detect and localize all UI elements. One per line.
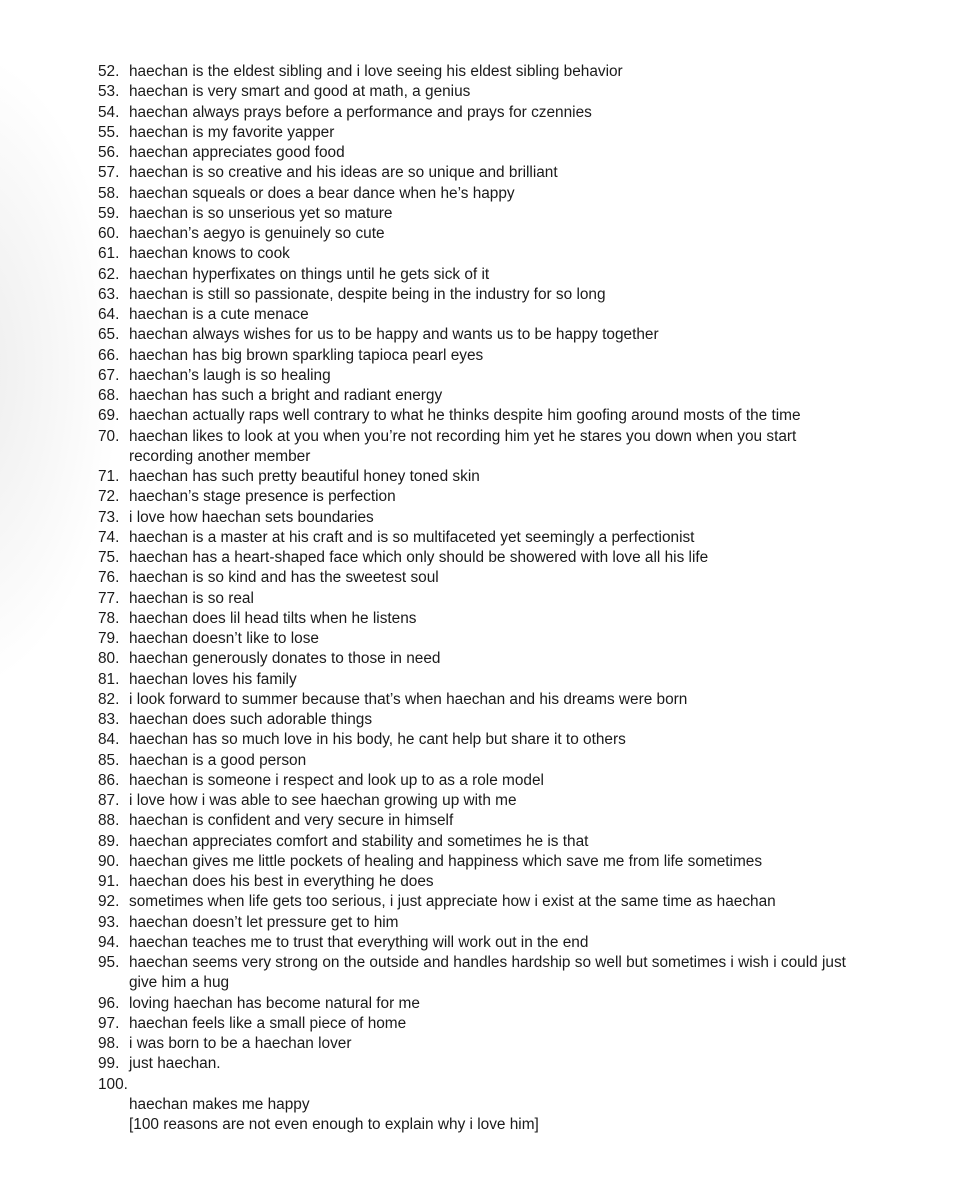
list-item-number: 59. xyxy=(98,204,120,222)
list-item-number: 82. xyxy=(98,690,120,708)
list-item-text: haechan has so much love in his body, he cant help but share it to others xyxy=(129,731,626,749)
list-item-number: 78. xyxy=(98,609,120,627)
list-item-text: haechan squeals or does a bear dance when he’s happy xyxy=(129,184,515,202)
list-item-text: haechan gives me little pockets of healing and happiness which save me from life sometimes xyxy=(129,852,763,870)
list-item-text: i look forward to summer because that’s when haechan and his dreams were born xyxy=(129,690,688,708)
list-item-number: 65. xyxy=(98,326,120,344)
list-item xyxy=(98,548,858,568)
list-item xyxy=(98,913,858,933)
list-item-number: 89. xyxy=(98,832,120,850)
list-item-number: 69. xyxy=(98,407,120,425)
list-item-number: 74. xyxy=(98,528,120,546)
list-item-number: 62. xyxy=(98,265,120,283)
list-item-number: 58. xyxy=(98,184,120,202)
list-item xyxy=(98,649,858,669)
list-item-number: 67. xyxy=(98,366,120,384)
list-item xyxy=(98,568,858,588)
list-item-text: haechan has such pretty beautiful honey toned skin xyxy=(129,468,480,485)
list-item-text: haechan has a heart-shaped face which only should be showered with love all his life xyxy=(129,549,709,566)
list-item-text: haechan is confident and very secure in himself xyxy=(129,812,454,830)
list-item-text: haechan is still so passionate, despite being in the industry for so long xyxy=(129,285,606,303)
list-item-text: haechan is so real xyxy=(129,589,254,607)
list-item-text: haechan is my favorite yapper xyxy=(129,123,335,141)
reasons-list xyxy=(98,62,858,1135)
list-item-text: haechan’s laugh is so healing xyxy=(129,366,331,384)
list-item xyxy=(98,690,858,710)
list-item-text xyxy=(129,1075,858,1095)
list-item xyxy=(98,467,858,487)
list-item-number: 87. xyxy=(98,792,120,809)
list-item-text: haechan is a cute menace xyxy=(129,306,309,323)
list-item-text: haechan does his best in everything he does xyxy=(129,873,434,890)
list-item xyxy=(98,163,858,183)
list-item-number: 56. xyxy=(98,144,120,161)
list-item-text: haechan always prays before a performance and prays for czennies xyxy=(129,103,592,121)
list-item xyxy=(98,710,858,730)
list-item xyxy=(98,285,858,305)
list-item-text: haechan actually raps well contrary to what he thinks despite him goofing around mosts of the time xyxy=(129,407,801,425)
list-item-text: haechan appreciates comfort and stability and sometimes he is that xyxy=(129,832,589,850)
list-item-number: 61. xyxy=(98,245,120,263)
list-item-text: haechan does lil head tilts when he listens xyxy=(129,609,417,627)
list-item xyxy=(98,265,858,285)
list-item xyxy=(98,933,858,953)
list-item xyxy=(98,528,858,548)
list-item-text: haechan is someone i respect and look up to as a role model xyxy=(129,771,544,789)
list-item-number: 85. xyxy=(98,751,120,769)
list-item-text: haechan is so creative and his ideas are so unique and brilliant xyxy=(129,164,558,182)
list-item-number: 71. xyxy=(98,468,120,485)
list-item xyxy=(98,1054,858,1074)
list-item-number: 88. xyxy=(98,812,120,830)
list-item-text: haechan has big brown sparkling tapioca pearl eyes xyxy=(129,346,484,364)
list-item xyxy=(98,730,858,750)
list-item-text: haechan doesn’t like to lose xyxy=(129,630,319,647)
list-item xyxy=(98,832,858,852)
list-item-number: 97. xyxy=(98,1014,120,1032)
list-item xyxy=(98,204,858,224)
list-item-text: haechan doesn’t let pressure get to him xyxy=(129,913,399,931)
list-item-text: haechan’s stage presence is perfection xyxy=(129,488,396,506)
list-item-text: i love how haechan sets boundaries xyxy=(129,508,374,526)
list-item-number: 96. xyxy=(98,994,120,1012)
list-item-text: haechan generously donates to those in need xyxy=(129,650,441,668)
list-item xyxy=(98,406,858,426)
list-item-text: haechan always wishes for us to be happy and wants us to be happy together xyxy=(129,326,659,344)
list-item-text: haechan is so kind and has the sweetest soul xyxy=(129,569,439,587)
list-item xyxy=(98,82,858,102)
list-item-number: 80. xyxy=(98,650,120,668)
list-item xyxy=(98,184,858,204)
list-item-text: haechan knows to cook xyxy=(129,245,290,263)
list-item-number: 86. xyxy=(98,771,120,789)
list-item xyxy=(98,609,858,629)
list-item-number: 66. xyxy=(98,346,120,364)
list-item-text: haechan hyperfixates on things until he gets sick of it xyxy=(129,265,490,283)
list-item-number: 99. xyxy=(98,1055,120,1073)
list-item-number: 100. xyxy=(98,1075,128,1093)
list-item xyxy=(98,224,858,244)
list-item-text: haechan appreciates good food xyxy=(129,144,345,161)
list-item xyxy=(98,325,858,345)
list-item xyxy=(98,123,858,143)
list-item-number: 92. xyxy=(98,893,120,911)
list-item-text: haechan likes to look at you when you’re not recording him yet he stares you down when you start recording another member xyxy=(129,427,797,465)
list-item xyxy=(98,386,858,406)
list-item-text: haechan’s aegyo is genuinely so cute xyxy=(129,225,385,242)
list-item xyxy=(98,892,858,912)
list-item-number: 53. xyxy=(98,83,120,101)
list-item-number: 76. xyxy=(98,569,120,587)
list-item xyxy=(98,366,858,386)
list-item xyxy=(98,791,858,811)
list-item-number: 73. xyxy=(98,508,120,526)
list-item-number: 70. xyxy=(98,427,120,445)
list-item xyxy=(98,62,858,82)
list-item-text: haechan seems very strong on the outside and handles hardship so well but sometimes i wish i could just give him a hug xyxy=(129,954,846,992)
list-item-number: 63. xyxy=(98,285,120,303)
list-item-number: 93. xyxy=(98,913,120,931)
list-item xyxy=(98,1075,858,1095)
list-item-text: haechan teaches me to trust that everything will work out in the end xyxy=(129,933,589,951)
list-item xyxy=(98,1034,858,1054)
list-item xyxy=(98,143,858,163)
list-item-number: 94. xyxy=(98,933,120,951)
list-item xyxy=(98,953,858,994)
list-item-number: 84. xyxy=(98,731,120,749)
list-item xyxy=(98,811,858,831)
list-item xyxy=(98,427,858,468)
list-item xyxy=(98,852,858,872)
list-item-number: 83. xyxy=(98,711,120,728)
list-item-text: i love how i was able to see haechan growing up with me xyxy=(129,792,517,809)
list-item-text: i was born to be a haechan lover xyxy=(129,1035,352,1052)
list-item-number: 64. xyxy=(98,306,120,323)
list-item-number: 68. xyxy=(98,387,120,404)
list-item-number: 95. xyxy=(98,954,120,971)
list-item xyxy=(98,244,858,264)
closing-note: [100 reasons are not even enough to explain why i love him] xyxy=(129,1116,539,1133)
list-item-text: haechan loves his family xyxy=(129,670,297,688)
list-item-text: loving haechan has become natural for me xyxy=(129,994,420,1012)
list-item-text: haechan is a good person xyxy=(129,751,307,769)
list-item-text: haechan is a master at his craft and is so multifaceted yet seemingly a perfectionist xyxy=(129,528,695,546)
list-item xyxy=(98,751,858,771)
list-item-number: 72. xyxy=(98,488,120,506)
list-item-text: haechan is very smart and good at math, a genius xyxy=(129,83,471,101)
list-item-text: haechan does such adorable things xyxy=(129,711,373,728)
list-item xyxy=(98,629,858,649)
list-item-text: haechan has such a bright and radiant energy xyxy=(129,387,443,404)
list-item-number: 52. xyxy=(98,63,120,80)
list-item-number: 77. xyxy=(98,589,120,607)
list-item-text: sometimes when life gets too serious, i just appreciate how i exist at the same time as haechan xyxy=(129,893,776,911)
list-item xyxy=(98,771,858,791)
list-item xyxy=(98,670,858,690)
list-item xyxy=(98,994,858,1014)
list-item-text: haechan is so unserious yet so mature xyxy=(129,204,393,222)
list-item xyxy=(98,305,858,325)
list-item xyxy=(98,346,858,366)
list-item xyxy=(98,872,858,892)
list-item-text: just haechan. xyxy=(129,1055,221,1073)
list-item-number: 98. xyxy=(98,1035,120,1052)
list-item-number: 91. xyxy=(98,873,120,890)
list-item xyxy=(98,487,858,507)
list-item-text: haechan feels like a small piece of home xyxy=(129,1014,407,1032)
list-item-number: 75. xyxy=(98,549,120,566)
list-item-text: haechan is the eldest sibling and i love seeing his eldest sibling behavior xyxy=(129,63,623,80)
list-item-number: 54. xyxy=(98,103,120,121)
list-item xyxy=(98,1014,858,1034)
closing-line: haechan makes me happy xyxy=(129,1095,310,1113)
list-item-number: 55. xyxy=(98,123,120,141)
list-item-number: 81. xyxy=(98,670,120,688)
list-item-number: 79. xyxy=(98,630,120,647)
list-item xyxy=(98,589,858,609)
list-item-number: 60. xyxy=(98,225,120,242)
list-item-number: 90. xyxy=(98,852,120,870)
list-item xyxy=(98,103,858,123)
list-item-number: 57. xyxy=(98,164,120,182)
list-item xyxy=(98,508,858,528)
